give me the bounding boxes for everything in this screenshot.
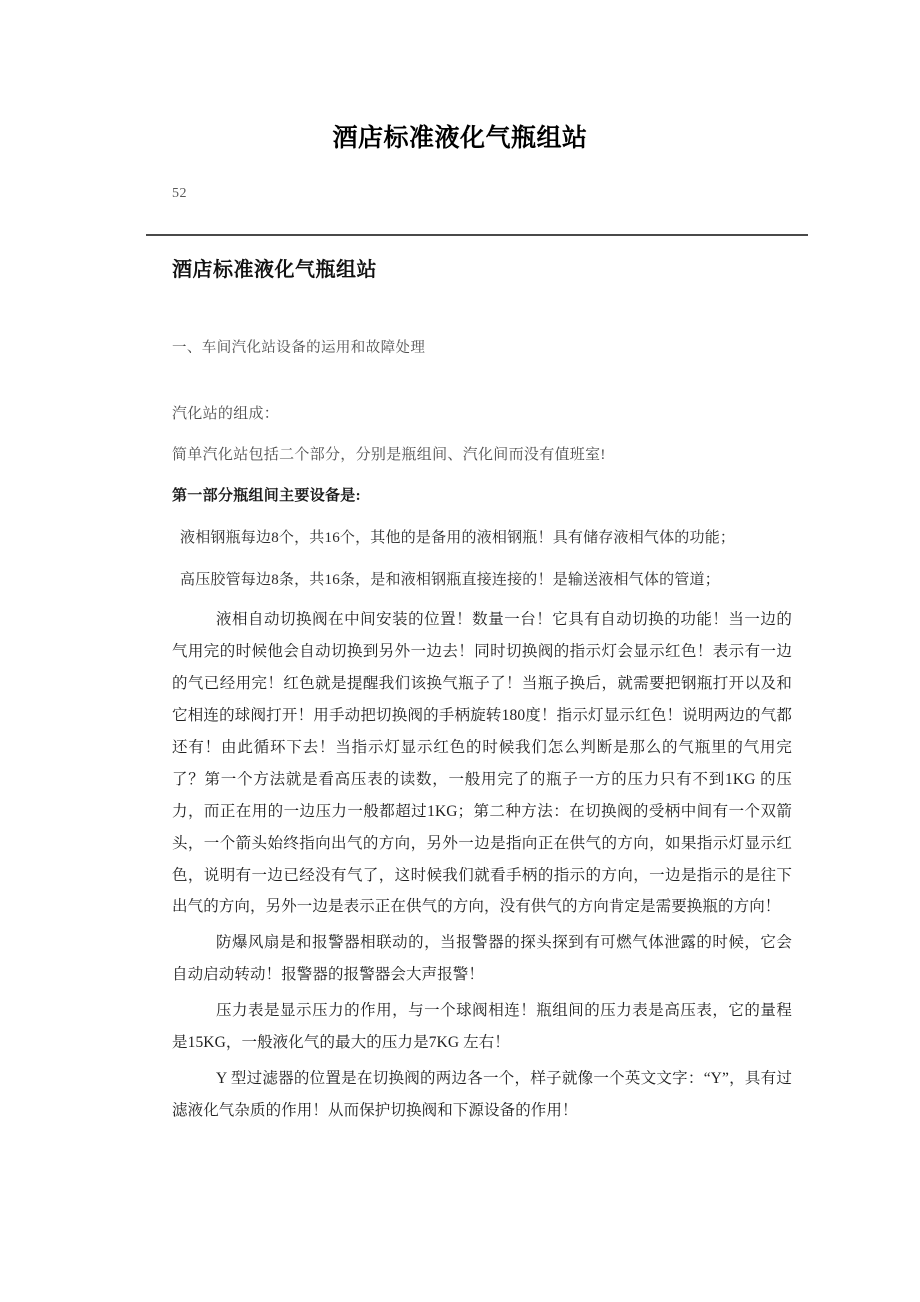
document-content xyxy=(172,250,792,1127)
page-number: 52 xyxy=(172,186,187,201)
body-paragraph: 防爆风扇是和报警器相联动的，当报警器的探头探到有可燃气体泄露的时候，它会自动启动转动！报警器的报警器会大声报警！ xyxy=(172,934,792,984)
equipment-item: 高压胶管每边8条，共16条，是和液相钢瓶直接连接的！是输送液相气体的管道； xyxy=(180,572,720,589)
body-paragraph: 液相自动切换阀在中间安装的位置！数量一台！它具有自动切换的功能！当一边的气用完的时候他会自动切换到另外一边去！同时切换阀的指示灯会显示红色！表示有一边的气已经用完！红色就是提醒我们该换气瓶子了！当瓶子换后，就需要把钢瓶打开以及和它相连的球阀打开！用手动把切换阀的手柄旋转180度！指示灯显示红色！说明两边的气都还有！由此循环下去！当指示灯显示红色的时候我们怎么判断是那么的气瓶里的气用完了？第一个方法就是看高压表的读数，一般用完了的瓶子一方的压力只有不到1KG 的压力，而正在用的一边压力一般都超过1KG；第二种方法：在切换阀的受柄中间有一个双箭头，一个箭头始终指向出气的方向，另外一边是指向正在供气的方向，如果指示灯显示红色，说明有一边已经没有气了，这时候我们就看手柄的指示的方向，一边是指示的是往下出气的方向，另外一边是表示正在供气的方向，没有供气的方向肯定是需要换瓶的方向！ xyxy=(172,611,792,916)
body-paragraph: 压力表是显示压力的作用，与一个球阀相连！瓶组间的压力表是高压表，它的量程是15KG，一般液化气的最大的压力是7KG 左右！ xyxy=(172,1002,792,1052)
section-heading: 酒店标准液化气瓶组站 xyxy=(172,259,377,281)
equipment-item: 液相钢瓶每边8个，共16个，其他的是备用的液相钢瓶！具有储存液相气体的功能； xyxy=(180,530,736,547)
subsection-heading: 一、车间汽化站设备的运用和故障处理 xyxy=(172,340,426,356)
lead-in-text: 汽化站的组成： xyxy=(172,406,280,423)
part-one-heading: 第一部分瓶组间主要设备是: xyxy=(172,488,361,505)
document-title: 酒店标准液化气瓶组站 xyxy=(332,125,588,152)
header-divider xyxy=(146,234,808,236)
composition-text: 简单汽化站包括二个部分，分别是瓶组间、汽化间而没有值班室! xyxy=(172,447,606,464)
body-paragraph: Y 型过滤器的位置是在切换阀的两边各一个，样子就像一个英文文字：“Y”，具有过滤液化气杂质的作用！从而保护切换阀和下源设备的作用！ xyxy=(172,1070,792,1120)
